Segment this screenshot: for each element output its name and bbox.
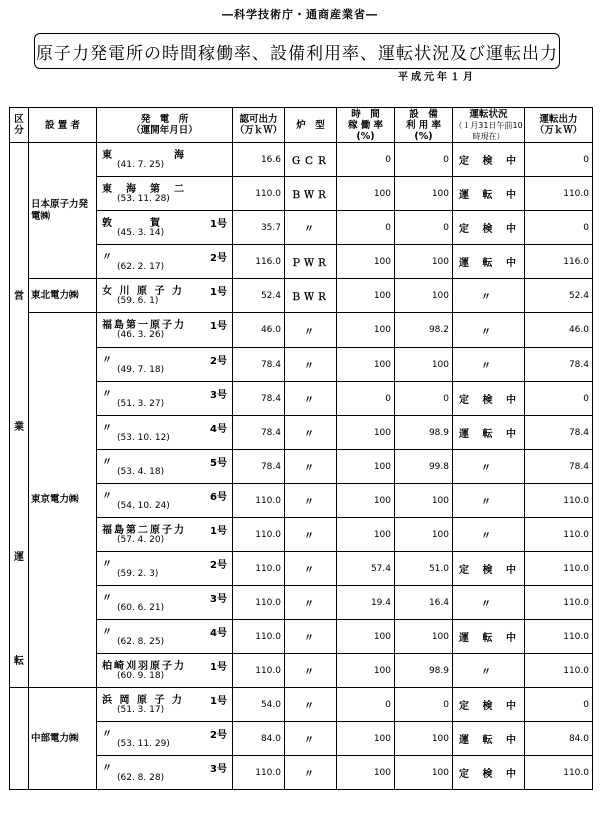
status-cell: 〃 bbox=[453, 348, 525, 382]
title-box bbox=[34, 33, 560, 69]
plant-unit: 1号 bbox=[210, 219, 227, 230]
time-rate-cell: 0 bbox=[337, 688, 395, 722]
status-cell: 運 転 中 bbox=[453, 416, 525, 450]
plant-start-date: (62. 8. 28) bbox=[117, 773, 165, 783]
plant-start-date: (57. 4. 20) bbox=[117, 535, 165, 545]
util-rate-cell: 100 bbox=[395, 348, 453, 382]
plant-unit: 4号 bbox=[210, 424, 227, 435]
capacity-cell: 110.0 bbox=[233, 586, 285, 620]
header-capacity-unit: （万ｋＷ） bbox=[234, 125, 283, 136]
operator-cell: 東北電力㈱ bbox=[29, 279, 97, 313]
plant-start-date: (60. 9. 18) bbox=[117, 671, 165, 681]
table-row bbox=[10, 518, 593, 552]
status-cell: 運 転 中 bbox=[453, 722, 525, 756]
reactor-type-cell: 〃 bbox=[285, 313, 337, 348]
plant-cell bbox=[97, 654, 233, 688]
util-rate-cell: 0 bbox=[395, 143, 453, 177]
plant-start-date: (53. 11. 28) bbox=[117, 194, 170, 204]
reactor-type-cell: 〃 bbox=[285, 348, 337, 382]
capacity-cell: 78.4 bbox=[233, 348, 285, 382]
output-cell: 84.0 bbox=[525, 722, 593, 756]
reactor-type-cell: ＧＣＲ bbox=[285, 143, 337, 177]
plant-cell bbox=[97, 552, 233, 586]
header-status-asof: （１月31日午前10時現在） bbox=[454, 120, 523, 141]
reactor-type-cell: ＢＷＲ bbox=[285, 177, 337, 211]
plant-start-date: (59. 2. 3) bbox=[117, 569, 159, 579]
reactor-type-cell: 〃 bbox=[285, 518, 337, 552]
plant-unit: 2号 bbox=[210, 560, 227, 571]
plant-name: 〃 bbox=[102, 457, 114, 468]
plant-cell bbox=[97, 722, 233, 756]
output-cell: 110.0 bbox=[525, 177, 593, 211]
table-row bbox=[10, 348, 593, 382]
reactor-type-cell: 〃 bbox=[285, 654, 337, 688]
header-output bbox=[525, 108, 593, 143]
status-cell: 〃 bbox=[453, 450, 525, 484]
util-rate-cell: 100 bbox=[395, 484, 453, 518]
util-rate-cell: 98.2 bbox=[395, 313, 453, 348]
output-cell: 110.0 bbox=[525, 586, 593, 620]
plant-name: 東 海 bbox=[102, 150, 186, 161]
plant-cell bbox=[97, 382, 233, 416]
plant-start-date: (54. 10. 24) bbox=[117, 501, 170, 511]
capacity-cell: 110.0 bbox=[233, 484, 285, 518]
util-rate-cell: 0 bbox=[395, 211, 453, 245]
plant-start-date: (59. 6. 1) bbox=[117, 296, 159, 306]
time-rate-cell: 100 bbox=[337, 722, 395, 756]
status-cell: 運 転 中 bbox=[453, 620, 525, 654]
reactor-type-cell: 〃 bbox=[285, 620, 337, 654]
reactor-type-cell: ＢＷＲ bbox=[285, 279, 337, 313]
plant-unit: 4号 bbox=[210, 628, 227, 639]
time-rate-cell: 100 bbox=[337, 756, 395, 790]
plant-unit: 1号 bbox=[210, 526, 227, 537]
table-row bbox=[10, 143, 593, 177]
table-row bbox=[10, 484, 593, 518]
table-row bbox=[10, 756, 593, 790]
util-rate-cell: 98.9 bbox=[395, 654, 453, 688]
operator-cell: 中部電力㈱ bbox=[29, 688, 97, 790]
header-plant bbox=[97, 108, 233, 143]
plant-unit: 5号 bbox=[210, 458, 227, 469]
plant-name: 〃 bbox=[102, 627, 114, 638]
header-capacity-label: 認可出力 bbox=[239, 114, 278, 125]
table-row bbox=[10, 382, 593, 416]
header-output-unit: （万ｋＷ） bbox=[534, 125, 583, 136]
status-cell: 定 検 中 bbox=[453, 688, 525, 722]
time-rate-cell: 100 bbox=[337, 348, 395, 382]
capacity-cell: 110.0 bbox=[233, 552, 285, 586]
region-char: 業 bbox=[14, 421, 24, 433]
status-cell: 定 検 中 bbox=[453, 756, 525, 790]
capacity-cell: 54.0 bbox=[233, 688, 285, 722]
plant-start-date: (53. 11. 29) bbox=[117, 739, 170, 749]
plant-start-date: (62. 8. 25) bbox=[117, 637, 165, 647]
capacity-cell: 46.0 bbox=[233, 313, 285, 348]
table-row bbox=[10, 211, 593, 245]
util-rate-cell: 100 bbox=[395, 722, 453, 756]
plant-name: 福島第一原子力 bbox=[102, 320, 186, 331]
time-rate-cell: 100 bbox=[337, 416, 395, 450]
output-cell: 110.0 bbox=[525, 552, 593, 586]
reactor-type-cell: 〃 bbox=[285, 382, 337, 416]
status-cell: 定 検 中 bbox=[453, 211, 525, 245]
plant-unit: 1号 bbox=[210, 662, 227, 673]
plant-cell bbox=[97, 143, 233, 177]
output-cell: 110.0 bbox=[525, 620, 593, 654]
region-label bbox=[10, 143, 28, 687]
plant-cell bbox=[97, 688, 233, 722]
time-rate-cell: 100 bbox=[337, 177, 395, 211]
output-cell: 78.4 bbox=[525, 348, 593, 382]
header-capacity bbox=[233, 108, 285, 143]
plant-start-date: (53. 4. 18) bbox=[117, 467, 165, 477]
region-cell bbox=[10, 143, 29, 688]
plant-start-date: (62. 2. 17) bbox=[117, 262, 165, 272]
table-row bbox=[10, 245, 593, 279]
header-util-l1: 設 備 bbox=[409, 108, 438, 120]
reactor-type-cell: 〃 bbox=[285, 416, 337, 450]
capacity-cell: 110.0 bbox=[233, 654, 285, 688]
reactor-type-cell: 〃 bbox=[285, 450, 337, 484]
header-time-l1: 時 間 bbox=[351, 108, 380, 120]
region-blank-cell bbox=[10, 688, 29, 790]
plant-unit: 1号 bbox=[210, 321, 227, 332]
output-cell: 52.4 bbox=[525, 279, 593, 313]
plant-unit: 3号 bbox=[210, 390, 227, 401]
status-cell: 〃 bbox=[453, 484, 525, 518]
plant-start-date: (45. 3. 14) bbox=[117, 228, 165, 238]
reactor-type-cell: 〃 bbox=[285, 722, 337, 756]
time-rate-cell: 100 bbox=[337, 484, 395, 518]
time-rate-cell: 0 bbox=[337, 382, 395, 416]
plant-cell bbox=[97, 450, 233, 484]
header-util-l2: 利 用 率 bbox=[405, 119, 442, 131]
status-cell: 〃 bbox=[453, 279, 525, 313]
plant-cell bbox=[97, 313, 233, 348]
plant-cell bbox=[97, 348, 233, 382]
table-header-row bbox=[10, 108, 593, 143]
plant-name: 〃 bbox=[102, 389, 114, 400]
region-char: 転 bbox=[14, 655, 24, 667]
time-rate-cell: 100 bbox=[337, 313, 395, 348]
table-row bbox=[10, 620, 593, 654]
time-rate-cell: 57.4 bbox=[337, 552, 395, 586]
time-rate-cell: 0 bbox=[337, 143, 395, 177]
time-rate-cell: 100 bbox=[337, 620, 395, 654]
util-rate-cell: 98.9 bbox=[395, 416, 453, 450]
plant-name: 敦 賀 bbox=[102, 218, 162, 229]
plant-name: 〃 bbox=[102, 252, 114, 263]
util-rate-cell: 0 bbox=[395, 382, 453, 416]
output-cell: 0 bbox=[525, 382, 593, 416]
plant-start-date: (51. 3. 27) bbox=[117, 399, 165, 409]
output-cell: 78.4 bbox=[525, 416, 593, 450]
util-rate-cell: 100 bbox=[395, 756, 453, 790]
header-time-l3: (%) bbox=[356, 130, 375, 142]
plant-name: 福島第二原子力 bbox=[102, 525, 186, 536]
operator-cell: 東京電力㈱ bbox=[29, 313, 97, 688]
time-rate-cell: 100 bbox=[337, 518, 395, 552]
output-cell: 46.0 bbox=[525, 313, 593, 348]
status-cell: 〃 bbox=[453, 586, 525, 620]
header-category: 区分 bbox=[10, 108, 29, 143]
capacity-cell: 78.4 bbox=[233, 382, 285, 416]
region-char: 営 bbox=[14, 291, 24, 303]
time-rate-cell: 100 bbox=[337, 279, 395, 313]
plant-cell bbox=[97, 211, 233, 245]
plant-name: 女 川 原 子 力 bbox=[102, 286, 184, 297]
util-rate-cell: 51.0 bbox=[395, 552, 453, 586]
output-cell: 0 bbox=[525, 211, 593, 245]
status-cell: 〃 bbox=[453, 654, 525, 688]
output-cell: 116.0 bbox=[525, 245, 593, 279]
plant-cell bbox=[97, 416, 233, 450]
reactor-type-cell: 〃 bbox=[285, 484, 337, 518]
reactor-type-cell: 〃 bbox=[285, 756, 337, 790]
plant-unit: 2号 bbox=[210, 253, 227, 264]
agency-heading: ―科学技術庁・通商産業省― bbox=[222, 8, 378, 21]
util-rate-cell: 100 bbox=[395, 177, 453, 211]
capacity-cell: 110.0 bbox=[233, 177, 285, 211]
plant-cell bbox=[97, 518, 233, 552]
plant-cell bbox=[97, 245, 233, 279]
plant-cell bbox=[97, 279, 233, 313]
plant-cell bbox=[97, 484, 233, 518]
plant-unit: 1号 bbox=[210, 287, 227, 298]
header-util-rate bbox=[395, 108, 453, 143]
capacity-cell: 110.0 bbox=[233, 620, 285, 654]
output-cell: 78.4 bbox=[525, 450, 593, 484]
time-rate-cell: 100 bbox=[337, 450, 395, 484]
header-util-l3: (%) bbox=[414, 130, 433, 142]
output-cell: 0 bbox=[525, 688, 593, 722]
plant-unit: 2号 bbox=[210, 356, 227, 367]
plant-unit: 3号 bbox=[210, 594, 227, 605]
time-rate-cell: 0 bbox=[337, 211, 395, 245]
header-plant-date: （運開年月日） bbox=[131, 125, 198, 136]
capacity-cell: 52.4 bbox=[233, 279, 285, 313]
status-cell: 〃 bbox=[453, 518, 525, 552]
table-row bbox=[10, 552, 593, 586]
plant-cell bbox=[97, 586, 233, 620]
capacity-cell: 110.0 bbox=[233, 518, 285, 552]
plant-name: 〃 bbox=[102, 559, 114, 570]
plant-name: 〃 bbox=[102, 423, 114, 434]
plant-start-date: (53. 10. 12) bbox=[117, 433, 170, 443]
util-rate-cell: 100 bbox=[395, 279, 453, 313]
output-cell: 0 bbox=[525, 143, 593, 177]
header-reactor: 炉 型 bbox=[285, 108, 337, 143]
capacity-cell: 16.6 bbox=[233, 143, 285, 177]
table-row bbox=[10, 722, 593, 756]
plant-unit: 2号 bbox=[210, 730, 227, 741]
table-row bbox=[10, 654, 593, 688]
plant-unit: 3号 bbox=[210, 764, 227, 775]
plant-unit: 1号 bbox=[210, 696, 227, 707]
header-time-l2: 稼 働 率 bbox=[347, 119, 384, 131]
status-cell: 定 検 中 bbox=[453, 382, 525, 416]
plant-status-table bbox=[9, 107, 593, 790]
util-rate-cell: 0 bbox=[395, 688, 453, 722]
table-row bbox=[10, 177, 593, 211]
reactor-type-cell: 〃 bbox=[285, 586, 337, 620]
plant-name: 柏崎刈羽原子力 bbox=[102, 661, 186, 672]
header-status-label: 運転状況 bbox=[469, 108, 508, 120]
util-rate-cell: 99.8 bbox=[395, 450, 453, 484]
capacity-cell: 78.4 bbox=[233, 416, 285, 450]
reactor-type-cell: 〃 bbox=[285, 211, 337, 245]
table-row bbox=[10, 279, 593, 313]
reactor-type-cell: 〃 bbox=[285, 552, 337, 586]
table-row bbox=[10, 313, 593, 348]
region-char: 運 bbox=[14, 552, 24, 564]
time-rate-cell: 19.4 bbox=[337, 586, 395, 620]
status-cell: 定 検 中 bbox=[453, 552, 525, 586]
plant-name: 〃 bbox=[102, 593, 114, 604]
table-row bbox=[10, 450, 593, 484]
document-title: 原子力発電所の時間稼働率、設備利用率、運転状況及び運転出力 bbox=[36, 43, 558, 64]
capacity-cell: 84.0 bbox=[233, 722, 285, 756]
capacity-cell: 78.4 bbox=[233, 450, 285, 484]
plant-name: 〃 bbox=[102, 491, 114, 502]
header-operator: 設 置 者 bbox=[29, 108, 97, 143]
capacity-cell: 110.0 bbox=[233, 756, 285, 790]
time-rate-cell: 100 bbox=[337, 245, 395, 279]
time-rate-cell: 100 bbox=[337, 654, 395, 688]
plant-start-date: (41. 7. 25) bbox=[117, 160, 165, 170]
plant-name: 浜 岡 原 子 力 bbox=[102, 695, 184, 706]
plant-start-date: (60. 6. 21) bbox=[117, 603, 165, 613]
header-plant-name: 発 電 所 bbox=[140, 114, 189, 125]
plant-start-date: (46. 3. 26) bbox=[117, 330, 165, 340]
reactor-type-cell: ＰＷＲ bbox=[285, 245, 337, 279]
plant-name: 〃 bbox=[102, 355, 114, 366]
reactor-type-cell: 〃 bbox=[285, 688, 337, 722]
plant-start-date: (51. 3. 17) bbox=[117, 705, 165, 715]
status-cell: 運 転 中 bbox=[453, 177, 525, 211]
table-row bbox=[10, 416, 593, 450]
util-rate-cell: 16.4 bbox=[395, 586, 453, 620]
output-cell: 110.0 bbox=[525, 654, 593, 688]
header-time-rate bbox=[337, 108, 395, 143]
status-cell: 運 転 中 bbox=[453, 245, 525, 279]
status-cell: 〃 bbox=[453, 313, 525, 348]
operator-cell: 日本原子力発電㈱ bbox=[29, 143, 97, 279]
capacity-cell: 35.7 bbox=[233, 211, 285, 245]
header-output-label: 運転出力 bbox=[539, 114, 578, 125]
header-status bbox=[453, 108, 525, 143]
plant-cell bbox=[97, 177, 233, 211]
plant-cell bbox=[97, 756, 233, 790]
util-rate-cell: 100 bbox=[395, 620, 453, 654]
output-cell: 110.0 bbox=[525, 518, 593, 552]
util-rate-cell: 100 bbox=[395, 245, 453, 279]
table-row bbox=[10, 688, 593, 722]
plant-name: 〃 bbox=[102, 729, 114, 740]
plant-unit: 6号 bbox=[210, 492, 227, 503]
plant-start-date: (49. 7. 18) bbox=[117, 365, 165, 375]
plant-name: 東 海 第 二 bbox=[102, 184, 186, 195]
output-cell: 110.0 bbox=[525, 756, 593, 790]
util-rate-cell: 100 bbox=[395, 518, 453, 552]
output-cell: 110.0 bbox=[525, 484, 593, 518]
plant-cell bbox=[97, 620, 233, 654]
document-date: 平成元年１月 bbox=[398, 72, 476, 83]
table-row bbox=[10, 586, 593, 620]
status-cell: 定 検 中 bbox=[453, 143, 525, 177]
capacity-cell: 116.0 bbox=[233, 245, 285, 279]
plant-name: 〃 bbox=[102, 763, 114, 774]
